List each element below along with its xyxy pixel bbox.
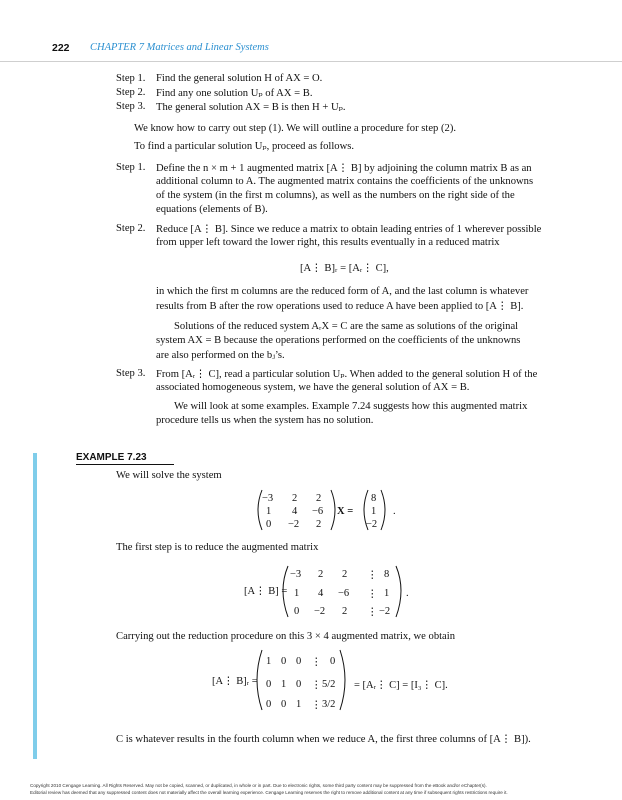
chapter-title: CHAPTER 7 Matrices and Linear Systems	[90, 42, 269, 53]
step-1-line: equations (elements of B).	[156, 204, 268, 215]
matrix-cell: −3	[290, 569, 302, 580]
step-3-paragraph-line: We will look at some examples. Example 7.24 suggests how this augmented matrix	[174, 401, 528, 412]
matrix-cell: 2	[342, 606, 348, 617]
intro-step-3-text: The general solution AX = B is then H + Uₚ.	[156, 102, 346, 113]
step-1-line: of the system (in the first m columns), as well as the numbers on the right side of the	[156, 190, 515, 201]
step-2-line: results from B after the row operations used to reduce A have been applied to [A⋮ B].	[156, 301, 524, 312]
matrix-cell: 2	[316, 519, 322, 530]
matrix-cell: 0	[296, 656, 302, 667]
matrix-cell: 3/2	[322, 699, 336, 710]
step-2-paragraph-line: system AX = B because the operations performed on the coefficients of the unknowns	[156, 335, 521, 346]
matrix-cell: −2	[379, 606, 391, 617]
page-number: 222	[52, 42, 70, 54]
matrix-cell: −6	[338, 588, 350, 599]
matrix-cell: 2	[292, 493, 298, 504]
matrix-cell: 0	[281, 656, 287, 667]
matrix-cell: 0	[294, 606, 300, 617]
example-intro: We will solve the system	[116, 470, 222, 481]
matrix-cell: 2	[342, 569, 348, 580]
intro-step-2-text: Find any one solution Uₚ of AX = B.	[156, 88, 313, 99]
step-2-line: Reduce [A⋮ B]. Since we reduce a matrix to obtain leading entries of 1 wherever possible	[156, 224, 542, 235]
step-1-label: Step 1.	[116, 162, 146, 173]
step-3-line: associated homogeneous system, we have the general solution of AX = B.	[156, 382, 470, 393]
vector-cell: 1	[371, 506, 377, 517]
intro-step-3-label: Step 3.	[116, 101, 146, 112]
matrix-cell: 1	[266, 506, 272, 517]
matrix-cell: 0	[266, 519, 272, 530]
step-3-line: From [Aᵣ⋮ C], read a particular solution Uₚ. When added to the general solution H of the	[156, 369, 538, 380]
reduced-result: = [Aᵣ⋮ C] = [I₃⋮ C].	[354, 680, 448, 691]
matrix-cell: 0	[281, 699, 287, 710]
step-2-paragraph-line: Solutions of the reduced system AᵣX = C are the same as solutions of the original	[174, 321, 519, 332]
conclusion-text: C is whatever results in the fourth column when we reduce A, the first three columns of [A⋮ B]).	[116, 734, 531, 745]
step-1-line: Define the n × m + 1 augmented matrix [A⋮ B] by adjoining the column matrix B as an	[156, 163, 532, 174]
step-3-paragraph-line: procedure tells us when the system has no solution.	[156, 415, 374, 426]
reduced-equation: [A⋮ B]ᵣ = [Aᵣ⋮ C],	[300, 263, 389, 274]
matrix-cell: 5/2	[322, 679, 336, 690]
matrix-cell: −3	[262, 493, 274, 504]
copyright-line: Editorial review has deemed that any suppressed content does not materially affect the overall learning experience. Cengage Learning reserves the right to remove additional content at any time if subsequent rights restrictions require it.	[30, 790, 508, 795]
reduction-text: Carrying out the reduction procedure on this 3 × 4 augmented matrix, we obtain	[116, 631, 455, 642]
matrix-cell: 1	[266, 656, 272, 667]
copyright-line: Copyright 2010 Cengage Learning. All Rights Reserved. May not be copied, scanned, or duplicated, in whole or in part. Due to electronic rights, some third party content may be suppressed from the eBook and/or eChapter(s).	[30, 783, 487, 788]
paragraph-outline: We know how to carry out step (1). We will outline a procedure for step (2).	[134, 123, 456, 134]
unknown-vector-label: X =	[337, 506, 354, 517]
step-2-paragraph-line: are also performed on the bⱼ’s.	[156, 350, 285, 361]
example-title: EXAMPLE 7.23	[76, 452, 147, 463]
reduced-label: [A⋮ B]ᵣ =	[212, 676, 258, 687]
step-2-line: from upper left toward the lower right, this results eventually in a reduced matrix	[156, 237, 500, 248]
matrix-cell: −6	[312, 506, 324, 517]
matrix-cell: 2	[318, 569, 324, 580]
matrix-cell: 1	[384, 588, 390, 599]
matrix-cell: 8	[384, 569, 390, 580]
vector-cell: −2	[366, 519, 378, 530]
matrix-cell: 4	[318, 588, 324, 599]
intro-step-2-label: Step 2.	[116, 87, 146, 98]
intro-step-1-text: Find the general solution H of AX = O.	[156, 73, 323, 84]
step-3-label: Step 3.	[116, 368, 146, 379]
first-step-text: The first step is to reduce the augmented matrix	[116, 542, 319, 553]
matrix-cell: 0	[296, 679, 302, 690]
step-1-line: additional column to A. The augmented matrix contains the coefficients of the unknowns	[156, 176, 534, 187]
matrix-cell: −2	[288, 519, 300, 530]
vector-cell: 8	[371, 493, 377, 504]
augmented-label: [A⋮ B] =	[244, 586, 288, 597]
step-2-label: Step 2.	[116, 223, 146, 234]
matrix-cell: 1	[296, 699, 302, 710]
paragraph-particular: To find a particular solution Uₚ, proceed as follows.	[134, 141, 355, 152]
matrix-cell: 0	[330, 656, 336, 667]
matrix-cell: 0	[266, 679, 272, 690]
step-2-line: in which the first m columns are the reduced form of A, and the last column is whatever	[156, 286, 529, 297]
intro-step-1-label: Step 1.	[116, 73, 146, 84]
matrix-cell: 4	[292, 506, 298, 517]
matrix-cell: 2	[316, 493, 322, 504]
matrix-cell: −2	[314, 606, 326, 617]
matrix-cell: 1	[281, 679, 287, 690]
matrix-cell: 1	[294, 588, 300, 599]
matrix-cell: 0	[266, 699, 272, 710]
